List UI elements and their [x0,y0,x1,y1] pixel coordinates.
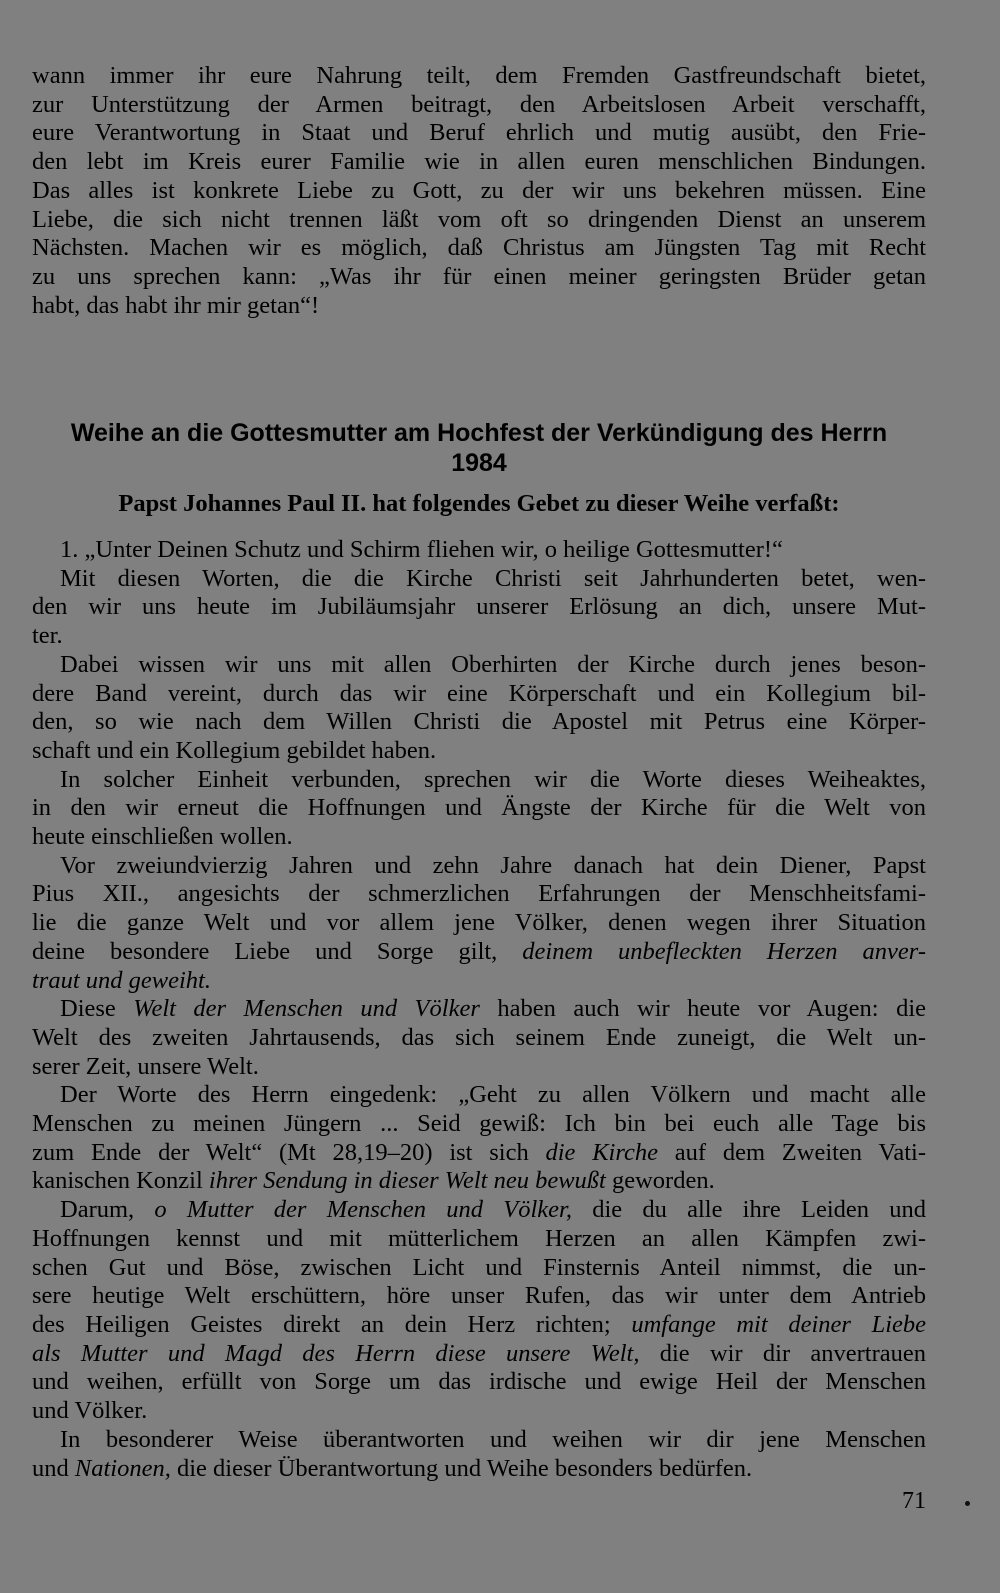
text-line: zur Unterstützung der Armen beitragt, den Arbeitslosen Arbeit verschafft, [32,90,926,118]
text-line [32,1167,926,1196]
text-line: 1. „Unter Deinen Schutz und Schirm fliehen wir, o heilige Gottesmutter!“ [60,536,783,563]
text-line: den, so wie nach dem Willen Christi die Apostel mit Petrus eine Körper- [32,708,926,736]
paragraph-5 [32,995,926,1081]
text-line: wann immer ihr eure Nahrung teilt, dem Fremden Gastfreundschaft bietet, [32,62,926,89]
text-line: Nächsten. Machen wir es möglich, daß Christus am Jüngsten Tag mit Recht [32,234,926,262]
prayer-body [32,536,926,1483]
emphasis-run: deinem unbefleckten Herzen anver- [522,937,926,965]
emphasis-run: o Mutter der Menschen und Völker, [154,1196,572,1224]
text-line: Welt des zweiten Jahrtausends, das sich seinem Ende zuneigt, die Welt un- [32,1023,926,1051]
text-line: in den wir erneut die Hoffnungen und Ängste der Kirche für die Welt von [32,794,926,822]
text-run: Diese [60,995,116,1023]
text-line: den wir uns heute im Jubiläumsjahr unserer Erlösung an dich, unsere Mut- [32,593,926,621]
text-line: serer Zeit, unsere Welt. [32,1052,259,1080]
text-run: auf dem Zweiten Vati- [674,1138,927,1166]
emphasis-run: Nationen, [74,1454,171,1482]
emphasis-run: als Mutter und Magd des Herrn diese unsere Welt, [32,1339,640,1367]
paragraph-6 [32,1081,926,1196]
text-line: dere Band vereint, durch das wir eine Körperschaft und ein Kollegium bil- [32,679,926,707]
paragraph-2 [32,651,926,766]
text-run: zum Ende der Welt“ (Mt 28,19–20) ist sich [32,1138,529,1166]
emphasis-run: traut und geweiht. [32,966,211,994]
emphasis-run: Welt der Menschen und Völker [133,995,480,1023]
document-page [32,62,926,1582]
paragraph-4 [32,852,926,996]
print-mark [965,1501,970,1506]
text-line: Vor zweiundvierzig Jahren und zehn Jahre danach hat dein Diener, Papst [60,851,926,879]
text-run: und [32,1454,69,1482]
text-line [32,1311,926,1340]
paragraph-7 [32,1196,926,1426]
text-line [32,1139,926,1168]
text-line [32,1196,926,1225]
text-run: des Heiligen Geistes direkt an dein Herz richten; [32,1310,611,1338]
text-line: habt, das habt ihr mir getan“! [32,291,320,319]
text-line: sere heutige Welt erschüttern, höre unser Rufen, das wir unter dem Antrieb [32,1282,926,1310]
text-run: geworden. [611,1167,715,1195]
text-line: Der Worte des Herrn eingedenk: „Geht zu allen Völkern und macht alle [60,1081,926,1109]
text-line: ter. [32,622,63,650]
section-heading [32,418,926,478]
text-line [32,1340,926,1369]
text-line: und weihen, erfüllt von Sorge um das irdische und ewige Heil der Menschen [32,1368,926,1396]
emphasis-run: die Kirche [545,1138,658,1166]
text-line [32,938,926,967]
text-run: kanischen Konzil [32,1167,203,1195]
text-line: Das alles ist konkrete Liebe zu Gott, zu der wir uns bekehren müssen. Eine [32,176,926,204]
intro-paragraph [32,62,926,320]
text-line: den lebt im Kreis eurer Familie wie in allen euren menschlichen Bindungen. [32,148,926,176]
subheading: Papst Johannes Paul II. hat folgendes Gebet zu dieser Weihe verfaßt: [118,490,840,517]
text-run: die dieser Überantwortung und Weihe besonders bedürfen. [176,1454,753,1482]
text-line: zu uns sprechen kann: „Was ihr für einen meiner geringsten Brüder getan [32,262,926,290]
text-line: Pius XII., angesichts der schmerzlichen Erfahrungen der Menschheitsfami- [32,880,926,908]
text-run: deine besondere Liebe und Sorge gilt, [32,937,498,965]
text-run: Darum, [60,1196,135,1224]
text-run: haben auch wir heute vor Augen: die [497,995,927,1023]
text-line [32,967,926,996]
text-line: Dabei wissen wir uns mit allen Oberhirten der Kirche durch jenes beson- [60,650,926,678]
paragraph-8 [32,1426,926,1483]
text-line: Hoffnungen kennst und mit mütterlichem Herzen an allen Kämpfen zwi- [32,1224,926,1252]
emphasis-run: ihrer Sendung in dieser Welt neu bewußt [208,1167,606,1195]
text-run: die wir dir anvertrauen [659,1339,927,1367]
heading-line: Weihe an die Gottesmutter am Hochfest der Verkündigung des Herrn [70,419,888,447]
text-run: die du alle ihre Leiden und [592,1196,927,1224]
heading-year: 1984 [451,449,507,477]
paragraph-3 [32,766,926,852]
text-line: heute einschließen wollen. [32,823,293,851]
paragraph-1 [32,536,926,651]
text-line: und Völker. [32,1397,148,1425]
text-line: schen Gut und Böse, zwischen Licht und Finsternis Anteil nimmst, die un- [32,1253,926,1281]
text-line: In besonderer Weise überantworten und weihen wir dir jene Menschen [60,1425,926,1453]
text-line: eure Verantwortung in Staat und Beruf ehrlich und mutig ausübt, den Frie- [32,119,926,147]
text-line: Liebe, die sich nicht trennen läßt vom oft so dringenden Dienst an unserem [32,205,926,233]
emphasis-run: umfange mit deiner Liebe [631,1310,927,1338]
text-line [32,995,926,1024]
text-line: Menschen zu meinen Jüngern ... Seid gewiß: Ich bin bei euch alle Tage bis [32,1110,926,1138]
text-line: In solcher Einheit verbunden, sprechen wir die Worte dieses Weiheaktes, [60,765,926,793]
text-line: lie die ganze Welt und vor allem jene Völker, denen wegen ihrer Situation [32,909,926,937]
text-line: Mit diesen Worten, die die Kirche Christi seit Jahrhunderten betet, wen- [60,564,926,592]
text-line [32,1455,926,1484]
page-number: 71 [902,1488,926,1514]
text-line: schaft und ein Kollegium gebildet haben. [32,736,437,764]
